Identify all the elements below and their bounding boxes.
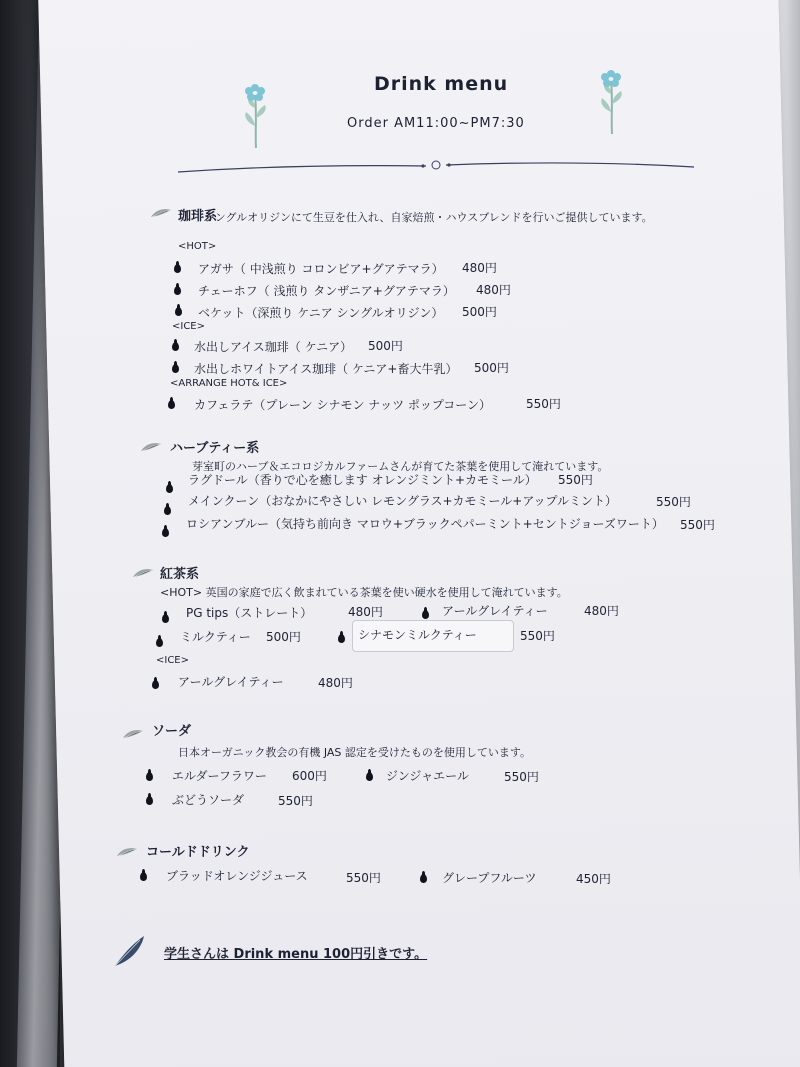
ink-drop-icon <box>420 874 427 883</box>
coffee-note: シングルオリジンにて生豆を仕入れ、自家焙煎・ハウスブレンドを行いご提供しています。 <box>204 211 653 224</box>
section-title-soda: ソーダ <box>152 724 192 739</box>
menu-price: 550円 <box>656 495 691 509</box>
menu-price: 480円 <box>462 261 497 275</box>
menu-price: 450円 <box>576 872 611 886</box>
menu-item: アールグレイティー <box>178 675 284 689</box>
menu-item: チェーホフ（ 浅煎り タンザニア+グアテマラ） <box>198 284 455 298</box>
coffee-arrange-label: <ARRANGE HOT& ICE> <box>170 378 288 389</box>
menu-item: アガサ（ 中浅煎り コロンビア+グアテマラ） <box>198 262 444 276</box>
section-title-cold: コールドドリンク <box>146 845 250 860</box>
menu-item: ベケット（深煎り ケニア シングルオリジン） <box>198 306 444 320</box>
menu-item: ジンジャエール <box>386 769 469 783</box>
ink-drop-icon <box>164 506 171 515</box>
menu-item: 水出しアイス珈琲（ ケニア） <box>194 340 353 354</box>
ink-drop-icon <box>175 307 182 316</box>
menu-item: ブラッドオレンジジュース <box>166 869 308 883</box>
ornamental-divider <box>176 154 696 178</box>
ink-drop-icon <box>146 796 153 805</box>
menu-price: 550円 <box>680 518 715 532</box>
order-hours: Order AM11:00~PM7:30 <box>347 116 525 131</box>
section-title-herb: ハーブティー系 <box>170 441 260 456</box>
menu-item: ぶどうソーダ <box>172 793 245 807</box>
menu-price: 550円 <box>558 473 593 487</box>
ink-drop-icon <box>422 610 429 619</box>
leaf-icon <box>116 846 138 858</box>
menu-item: PG tips（ストレート） <box>186 606 313 620</box>
ink-drop-icon <box>146 772 153 781</box>
leaf-icon <box>132 567 154 579</box>
student-discount-note: 学生さんは Drink menu 100円引きです。 <box>164 947 428 962</box>
ink-drop-icon <box>174 286 181 295</box>
ink-drop-icon <box>174 264 181 273</box>
soda-note: 日本オーガニック教会の有機 JAS 認定を受けたものを使用しています。 <box>178 746 532 759</box>
ink-drop-icon <box>156 638 163 647</box>
menu-price: 500円 <box>368 339 403 353</box>
ink-drop-icon <box>172 342 179 351</box>
leaf-icon <box>122 728 144 740</box>
ink-drop-icon <box>152 680 159 689</box>
coffee-ice-label: <ICE> <box>172 321 206 332</box>
ink-drop-icon <box>162 528 169 537</box>
menu-item: カフェラテ（プレーン シナモン ナッツ ポップコーン） <box>194 398 492 412</box>
menu-price: 500円 <box>474 361 509 375</box>
ink-drop-icon <box>338 634 345 643</box>
flower-sprig-right-icon <box>594 62 630 136</box>
ink-drop-icon <box>166 484 173 493</box>
menu-item: シナモンミルクティー <box>358 628 477 642</box>
menu-item: 水出しホワイトアイス珈琲（ ケニア+畜大牛乳） <box>194 362 458 376</box>
feather-quill-icon <box>112 934 146 968</box>
menu-item: アールグレイティー <box>442 604 548 618</box>
menu-price: 550円 <box>346 871 381 885</box>
tea-hot-note: <HOT> 英国の家庭で広く飲まれている茶葉を使い硬水を使用して淹れています。 <box>160 586 568 599</box>
leaf-icon <box>140 441 162 453</box>
menu-price: 550円 <box>278 794 313 808</box>
ink-drop-icon <box>162 614 169 623</box>
menu-price: 480円 <box>348 605 383 619</box>
tea-ice-label: <ICE> <box>156 655 190 666</box>
menu-item: ロシアンブルー（気持ち前向き マロウ+ブラックペパーミント+セントジョーズワート） <box>186 517 664 531</box>
coffee-hot-label: <HOT> <box>178 241 217 252</box>
menu-price: 480円 <box>318 676 353 690</box>
menu-title: Drink menu <box>374 73 509 95</box>
menu-item: ラグドール（香りで心を癒します オレンジミント+カモミール） <box>188 473 537 487</box>
menu-item: グレープフルーツ <box>442 871 537 885</box>
menu-price: 550円 <box>504 770 539 784</box>
menu-price: 500円 <box>462 305 497 319</box>
ink-drop-icon <box>172 364 179 373</box>
menu-price: 600円 <box>292 769 327 783</box>
ink-drop-icon <box>140 872 147 881</box>
menu-item: ミルクティー <box>180 630 251 644</box>
ink-drop-icon <box>168 400 175 409</box>
herb-note: 芽室町のハーブ＆エコロジカルファームさんが育てた茶葉を使用して淹れています。 <box>192 460 609 473</box>
menu-price: 500円 <box>266 630 301 644</box>
ink-drop-icon <box>366 772 373 781</box>
menu-price: 550円 <box>526 397 561 411</box>
menu-price: 480円 <box>476 283 511 297</box>
section-title-coffee: 珈琲系 <box>178 209 218 224</box>
menu-item: エルダーフラワー <box>172 769 267 783</box>
menu-price: 550円 <box>520 629 555 643</box>
section-title-tea: 紅茶系 <box>160 567 200 582</box>
menu-item: メインクーン（おなかにやさしい レモングラス+カモミール+アップルミント） <box>188 494 618 508</box>
menu-price: 480円 <box>584 604 619 618</box>
flower-sprig-left-icon <box>238 76 274 150</box>
leaf-icon <box>150 207 172 219</box>
